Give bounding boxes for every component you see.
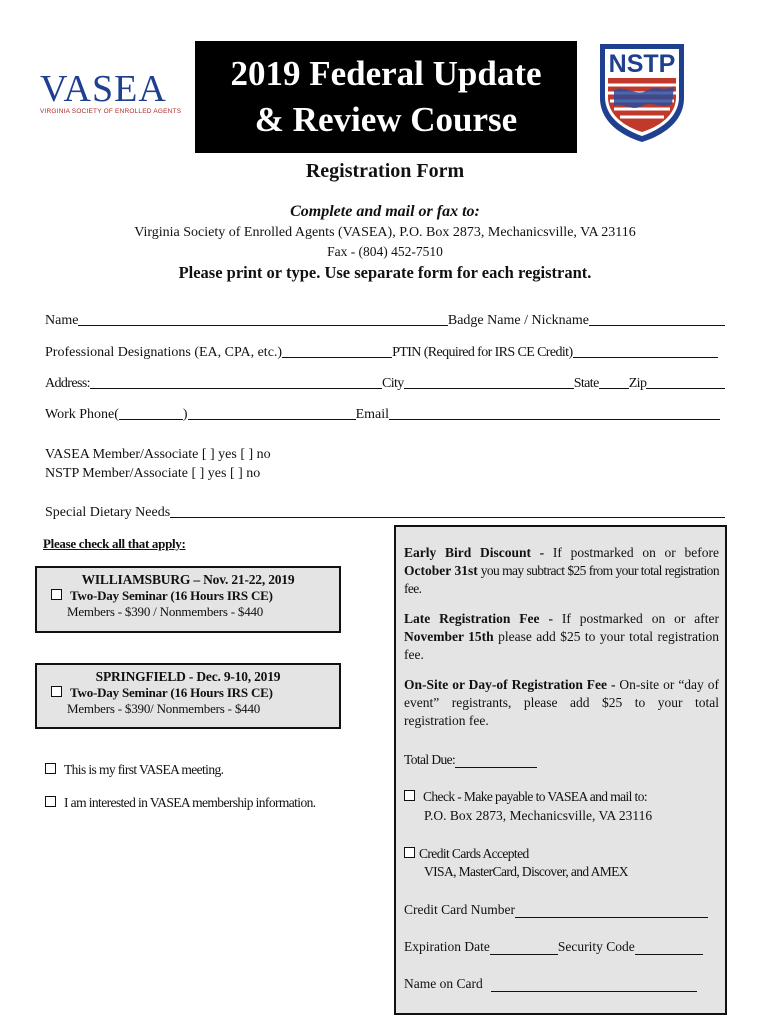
- course-title-line2: & Review Course: [254, 100, 518, 139]
- late-fee-text-1: If postmarked on or after: [552, 611, 719, 626]
- credit-cards-accepted: VISA, MasterCard, Discover, and AMEX: [424, 864, 628, 879]
- checkbox-icon[interactable]: [404, 847, 415, 858]
- course-title-box: [195, 41, 577, 153]
- security-code-label: Security Code: [557, 939, 635, 954]
- card-number-row: [404, 902, 708, 918]
- card-number-label: Credit Card Number: [404, 902, 515, 917]
- williamsburg-seminar-option[interactable]: [37, 588, 339, 604]
- williamsburg-seminar-label: Two-Day Seminar (16 Hours IRS CE): [70, 588, 273, 603]
- checkbox-icon[interactable]: [51, 589, 62, 600]
- zip-field[interactable]: [646, 374, 725, 389]
- vasea-logo: [40, 70, 190, 118]
- first-meeting-label: This is my first VASEA meeting.: [64, 762, 224, 777]
- security-code-field[interactable]: [635, 942, 703, 955]
- state-field[interactable]: [599, 374, 629, 389]
- area-code-field[interactable]: [119, 405, 183, 420]
- williamsburg-title: WILLIAMSBURG – Nov. 21-22, 2019: [81, 572, 295, 587]
- checkbox-icon[interactable]: [51, 686, 62, 697]
- ptin-field[interactable]: [573, 343, 718, 358]
- onsite-fee-text: [404, 676, 719, 730]
- name-on-card-row: [404, 976, 697, 992]
- nstp-logo-word: NSTP: [608, 50, 676, 78]
- badge-label: Badge Name / Nickname: [447, 313, 589, 328]
- email-field[interactable]: [389, 405, 720, 420]
- payment-box: [394, 525, 727, 1015]
- name-row: [45, 311, 725, 329]
- late-fee-label: Late Registration Fee -: [404, 611, 553, 626]
- springfield-price: Members - $390/ Nonmembers - $440: [67, 701, 261, 716]
- city-label: City: [381, 376, 404, 391]
- checkbox-icon[interactable]: [45, 763, 56, 774]
- check-mail-address: P.O. Box 2873, Mechanicsville, VA 23116: [424, 808, 653, 823]
- early-bird-text-2: you may subtract $25 from your total registration fee.: [404, 563, 719, 596]
- work-phone-label: Work Phone(: [45, 407, 119, 422]
- address-label: Address:: [45, 376, 90, 391]
- form-title: Registration Form: [305, 160, 465, 182]
- dietary-label: Special Dietary Needs: [45, 505, 171, 520]
- late-fee-text: [404, 610, 719, 664]
- check-all-heading: Please check all that apply:: [43, 536, 186, 551]
- work-phone-close: ): [182, 407, 188, 422]
- check-option[interactable]: [404, 789, 647, 805]
- vasea-member-option[interactable]: VASEA Member/Associate [ ] yes [ ] no: [45, 447, 271, 462]
- early-bird-label: Early Bird Discount -: [404, 545, 545, 560]
- checkbox-icon[interactable]: [404, 790, 415, 801]
- designations-row: [45, 343, 718, 361]
- fax-number: Fax - (804) 452-7510: [327, 244, 443, 259]
- membership-info-label: I am interested in VASEA membership information.: [64, 795, 316, 810]
- springfield-title: SPRINGFIELD - Dec. 9-10, 2019: [95, 669, 281, 684]
- checkbox-icon[interactable]: [45, 796, 56, 807]
- early-bird-text-1: If postmarked on or before: [544, 545, 719, 560]
- nstp-member-option[interactable]: NSTP Member/Associate [ ] yes [ ] no: [45, 466, 261, 481]
- city-field[interactable]: [404, 374, 574, 389]
- course-title-line1: 2019 Federal Update: [230, 54, 542, 93]
- work-phone-field[interactable]: [188, 405, 356, 420]
- name-on-card-label: Name on Card: [404, 976, 483, 991]
- springfield-seminar-option[interactable]: [37, 685, 339, 701]
- early-bird-text: [404, 544, 719, 598]
- state-label: State: [573, 376, 599, 391]
- vasea-logo-subtitle: VIRGINIA SOCIETY OF ENROLLED AGENTS: [40, 108, 182, 115]
- total-due-label: Total Due:: [404, 752, 456, 767]
- ptin-label: PTIN (Required for IRS CE Credit): [392, 345, 573, 360]
- name-on-card-field[interactable]: [491, 979, 697, 992]
- phone-row: [45, 405, 720, 423]
- expiration-row: [404, 939, 703, 955]
- late-fee-text-2: please add $25 to your total registration fee.: [404, 629, 719, 662]
- williamsburg-box: [35, 566, 341, 633]
- address-row: [45, 374, 725, 392]
- name-field[interactable]: [78, 311, 447, 326]
- vasea-logo-word: VASEA: [40, 68, 167, 110]
- first-meeting-option[interactable]: [45, 762, 223, 778]
- mail-instruction: Complete and mail or fax to:: [290, 203, 480, 220]
- springfield-seminar-label: Two-Day Seminar (16 Hours IRS CE): [70, 685, 273, 700]
- mailing-address: Virginia Society of Enrolled Agents (VASEA), P.O. Box 2873, Mechanicsville, VA 23116: [134, 225, 636, 240]
- williamsburg-price: Members - $390 / Nonmembers - $440: [67, 604, 264, 619]
- email-label: Email: [355, 407, 390, 422]
- expiration-label: Expiration Date: [404, 939, 490, 954]
- onsite-fee-label: On-Site or Day-of Registration Fee -: [404, 677, 616, 692]
- early-bird-date: October 31st: [404, 563, 478, 578]
- total-due-field[interactable]: [455, 755, 537, 768]
- dietary-row: [45, 503, 725, 521]
- late-fee-date: November 15th: [404, 629, 494, 644]
- name-label: Name: [45, 313, 79, 328]
- address-field[interactable]: [90, 374, 382, 389]
- credit-card-label: Credit Cards Accepted: [419, 846, 529, 861]
- nstp-logo: [596, 40, 688, 144]
- designations-label: Professional Designations (EA, CPA, etc.): [45, 345, 283, 360]
- zip-label: Zip: [628, 376, 647, 391]
- total-due-row: [404, 752, 537, 768]
- designations-field[interactable]: [282, 343, 392, 358]
- springfield-box: [35, 663, 341, 729]
- nstp-shield-icon: [596, 40, 688, 144]
- onsite-fee-text-body: On-site or “day of event” registrants, please add $25 to your total registration fee.: [404, 677, 719, 728]
- membership-info-option[interactable]: [45, 795, 316, 811]
- check-label: Check - Make payable to VASEA and mail to:: [423, 789, 648, 804]
- badge-field[interactable]: [589, 311, 725, 326]
- dietary-field[interactable]: [170, 503, 725, 518]
- print-instruction: Please print or type. Use separate form for each registrant.: [178, 263, 592, 282]
- credit-card-option[interactable]: [404, 846, 529, 862]
- expiration-field[interactable]: [490, 942, 558, 955]
- card-number-field[interactable]: [515, 905, 708, 918]
